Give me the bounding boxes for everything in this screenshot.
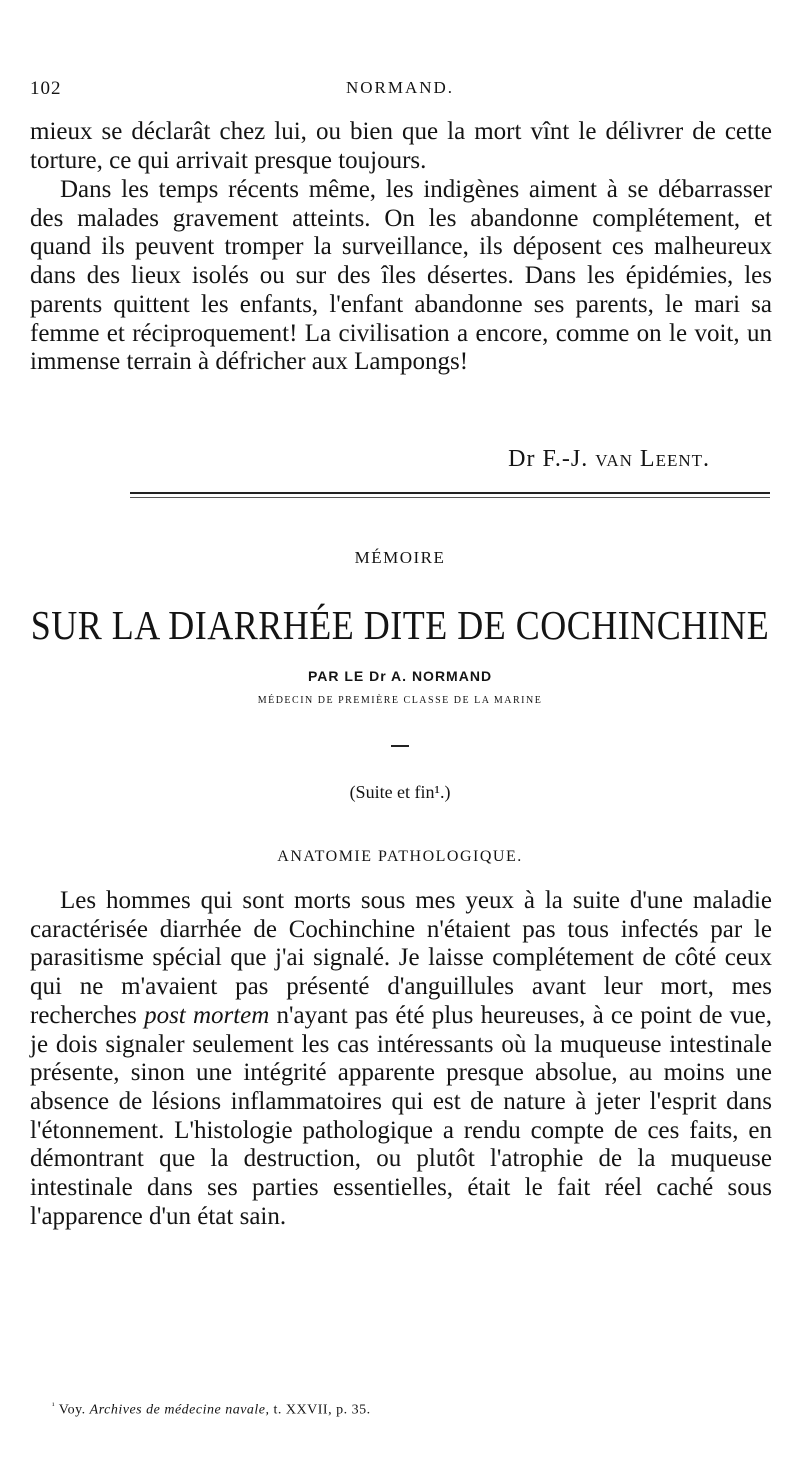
section-divider-thin — [130, 497, 770, 498]
paragraph-3-part-2: n'ayant pas été plus heureuses, à ce point de vue, je dois signaler seulement les cas intéressants où la muqueuse intestinale présente, sinon une intégrité apparente presque absolue, au moins une absence de lésions inflammatoires qui est de nature à jeter l'esprit dans l'étonnement. L'histologie pathologique a rendu compte de ces faits, en démontrant que la destruction, ou plutôt l'atrophie de la muqueuse intestinale dans ses parties essentielles, était le fait réel caché sous l'apparence d'un état sain. — [30, 1001, 773, 1230]
paragraph-3 — [30, 887, 772, 1231]
footnote-marker: ¹ — [52, 1401, 56, 1410]
footnote-journal: Archives de médecine navale, — [89, 1402, 270, 1418]
signature-initials: F.-J. — [542, 446, 589, 472]
paragraph-1: mieux se déclarât chez lui, ou bien que la mort vînt le délivrer de cette torture, ce qui arrivait presque toujours. — [30, 118, 772, 174]
memoire-label: MÉMOIRE — [354, 548, 446, 567]
section-divider — [130, 492, 770, 494]
page-number: 102 — [30, 78, 62, 99]
section-title: ANATOMIE PATHOLOGIQUE. — [277, 848, 523, 865]
running-head: NORMAND. — [345, 78, 455, 97]
paragraph-3-part-1: Les hommes qui sont morts sous mes yeux à la suite d'une maladie caractérisée diarrhée de Cochinchine n'étaient pas tous infectés par le parasitisme spécial que j'ai signalé. Je laisse complétement de côté ceux qui ne m'avaient pas présenté d'anguillules avant leur mort, mes recherches — [30, 887, 772, 1029]
author-line: PAR LE Dr A. NORMAND — [307, 668, 493, 684]
author-affiliation: MÉDECIN DE PREMIÈRE CLASSE DE LA MARINE — [257, 695, 543, 706]
signature-prefix: Dr — [508, 446, 536, 472]
page-header — [30, 78, 770, 106]
signature — [508, 446, 710, 473]
footnote-reference: t. XXVII, p. 35. — [273, 1402, 371, 1418]
signature-surname: van Leent. — [595, 446, 710, 472]
paragraph-2: Dans les temps récents même, les indigènes aiment à se débarrasser des malades gravement atteints. On les abandonne complétement, et quand ils peuvent tromper la surveillance, ils déposent ces malheureux dans des lieux isolés ou sur des îles désertes. Dans les épidémies, les parents quittent les enfants, l'enfant abandonne ses parents, le mari sa femme et réciproquement! La civilisation a encore, comme on le voit, un immense terrain à défricher aux Lampongs! — [30, 176, 772, 376]
paragraph-3-italic: post mortem — [144, 1001, 270, 1029]
footnote — [52, 1401, 371, 1419]
title-dash — [391, 745, 409, 747]
footnote-prefix: Voy. — [58, 1402, 86, 1418]
article-title: SUR LA DIARRHÉE DITE DE COCHINCHINE — [30, 602, 770, 648]
continuation-note: (Suite et fin¹.) — [349, 782, 451, 802]
